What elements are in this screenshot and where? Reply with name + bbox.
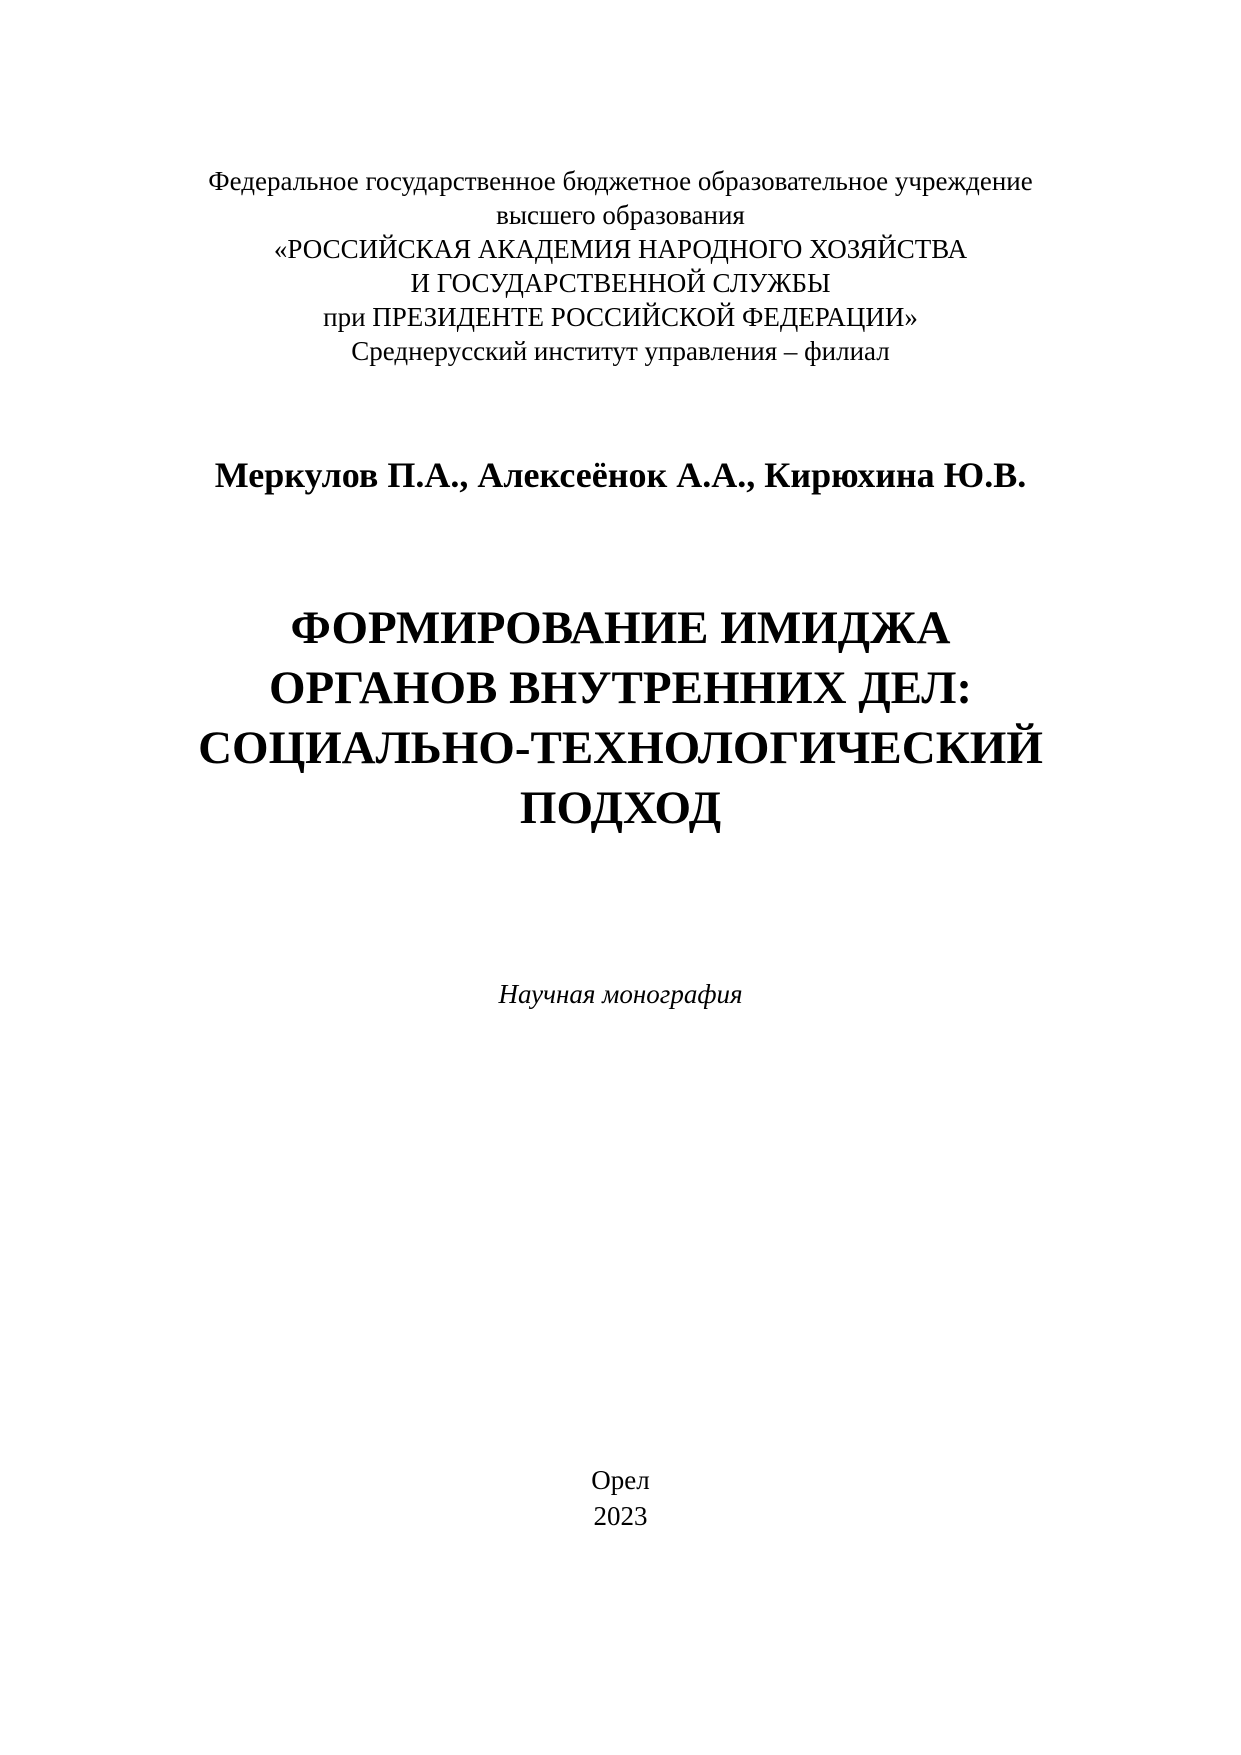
institution-line: высшего образования (496, 200, 745, 230)
imprint (0, 1462, 1241, 1534)
title-line: ФОРМИРОВАНИЕ ИМИДЖА (290, 602, 951, 654)
institution-line: при ПРЕЗИДЕНТЕ РОССИЙСКОЙ ФЕДЕРАЦИИ» (323, 302, 918, 332)
institution-block (0, 164, 1241, 368)
institution-line: Федеральное государственное бюджетное образовательное учреждение (208, 166, 1033, 196)
imprint-city: Орел (591, 1465, 650, 1495)
institution-line: И ГОСУДАРСТВЕННОЙ СЛУЖБЫ (410, 268, 831, 298)
authors: Меркулов П.А., Алексеёнок А.А., Кирюхина Ю.В. (214, 455, 1027, 495)
institution-line: «РОССИЙСКАЯ АКАДЕМИЯ НАРОДНОГО ХОЗЯЙСТВА (273, 234, 968, 264)
book-title (0, 598, 1241, 838)
title-line: ПОДХОД (519, 782, 722, 834)
title-line: СОЦИАЛЬНО-ТЕХНОЛОГИЧЕСКИЙ (198, 722, 1043, 774)
publication-type: Научная монография (498, 979, 743, 1009)
imprint-year: 2023 (593, 1501, 648, 1531)
institution-line: Среднерусский институт управления – филиал (351, 336, 890, 366)
title-line: ОРГАНОВ ВНУТРЕННИХ ДЕЛ: (268, 662, 973, 714)
